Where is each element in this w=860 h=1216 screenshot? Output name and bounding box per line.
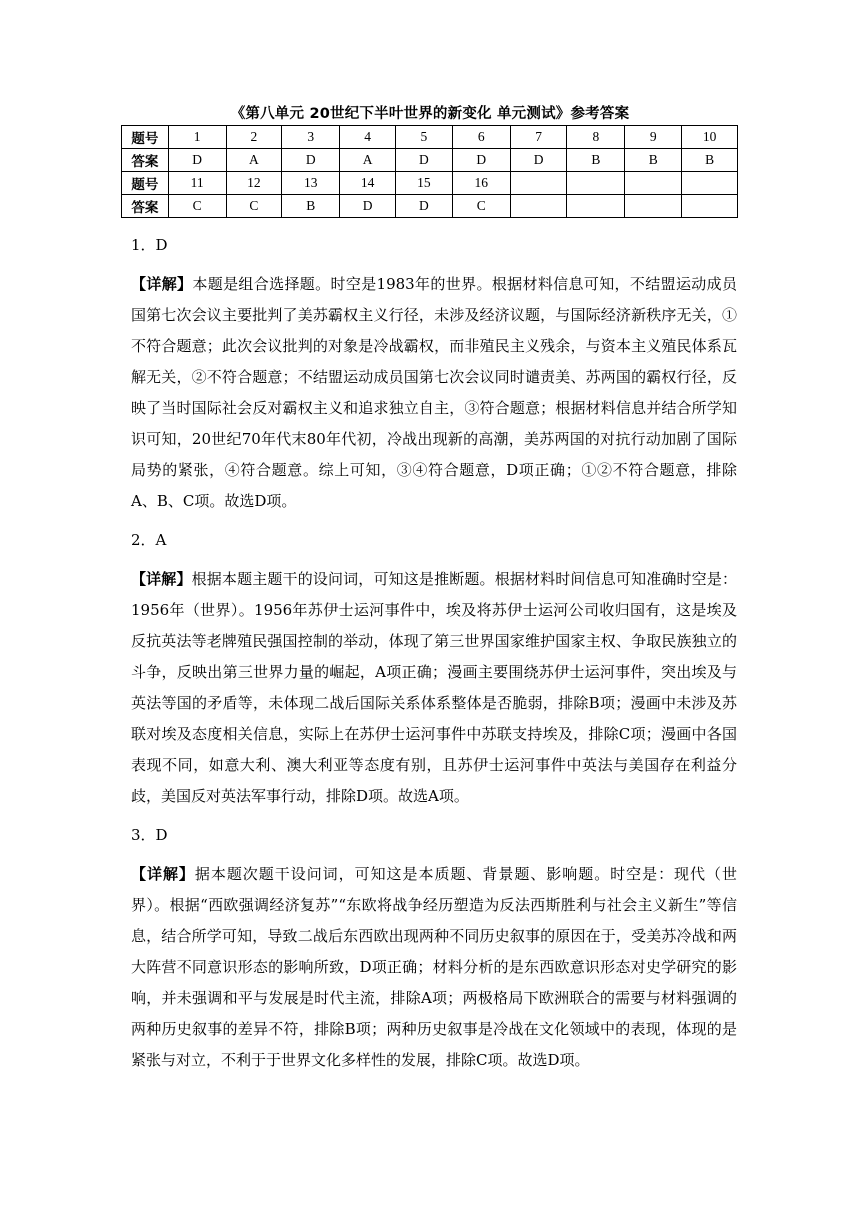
table-cell: D (395, 149, 452, 172)
explanation-item (131, 230, 737, 517)
answer-table-row (122, 172, 738, 195)
row-header: 题号 (122, 126, 169, 149)
question-number: 1．D (131, 236, 168, 254)
table-cell: D (510, 149, 567, 172)
detail-tag: 【详解】 (131, 570, 192, 588)
answer-table (121, 125, 738, 218)
page-title: 《第八单元 20世纪下半叶世界的新变化 单元测试》参考答案 (230, 106, 630, 122)
table-cell: 13 (282, 172, 340, 195)
table-cell: A (226, 149, 282, 172)
table-cell: D (452, 149, 510, 172)
table-cell: 3 (282, 126, 340, 149)
table-cell: 8 (567, 126, 625, 149)
detail-tag: 【详解】 (131, 275, 193, 293)
table-cell: 14 (340, 172, 396, 195)
table-cell (682, 195, 738, 218)
table-cell: B (567, 149, 625, 172)
row-header: 题号 (122, 172, 169, 195)
row-header: 答案 (122, 195, 169, 218)
table-cell: A (340, 149, 396, 172)
table-cell: D (340, 195, 396, 218)
table-cell: 1 (168, 126, 226, 149)
table-cell: B (625, 149, 682, 172)
table-cell: 5 (395, 126, 452, 149)
row-header: 答案 (122, 149, 169, 172)
table-cell: 12 (226, 172, 282, 195)
table-cell: 16 (452, 172, 510, 195)
table-cell: 6 (452, 126, 510, 149)
explanation-body: 据本题次题干设问词，可知这是本质题、背景题、影响题。时空是：现代（世界）。根据“西欧强调经济复苏”“东欧将战争经历塑造为反法西斯胜利与社会主义新生”等信息，结合所学可知，导致二战后东西欧出现两种不同历史叙事的原因在于，受美苏冷战和两大阵营不同意识形态的影响所致，D项正确；材料分析的是东西欧意识形态对史学研究的影响，并未强调和平与发展是时代主流，排除A项；两极格局下欧洲联合的需要与材料强调的两种历史叙事的差异不符，排除B项；两种历史叙事是冷战在文化领域中的表现，体现的是紧张与对立，不利于于世界文化多样性的发展，排除C项。故选D项。 (131, 865, 737, 1069)
table-cell: 4 (340, 126, 396, 149)
table-cell: C (168, 195, 226, 218)
explanation-body: 本题是组合选择题。时空是1983年的世界。根据材料信息可知，不结盟运动成员国第七次会议主要批判了美苏霸权主义行径，未涉及经济议题，与国际经济新秩序无关，①不符合题意；此次会议批判的对象是冷战霸权，而非殖民主义残余，与资本主义殖民体系瓦解无关，②不符合题意；不结盟运动成员国第七次会议同时谴责美、苏两国的霸权行径，反映了当时国际社会反对霸权主义和追求独立自主，③符合题意；根据材料信息并结合所学知识可知，20世纪70年代末80年代初，冷战出现新的高潮，美苏两国的对抗行动加剧了国际局势的紧张，④符合题意。综上可知，③④符合题意，D项正确；①②不符合题意，排除A、B、C项。故选D项。 (131, 275, 737, 510)
table-cell: B (282, 195, 340, 218)
table-cell: D (395, 195, 452, 218)
explanation-text (131, 269, 737, 517)
table-cell: 7 (510, 126, 567, 149)
answer-table-row (122, 126, 738, 149)
explanation-text (131, 564, 737, 812)
table-cell (510, 195, 567, 218)
table-cell (682, 172, 738, 195)
explanation-body: 根据本题主题干的设问词，可知这是推断题。根据材料时间信息可知准确时空是：1956年（世界）。1956年苏伊士运河事件中，埃及将苏伊士运河公司收归国有，这是埃及反抗英法等老牌殖民强国控制的举动，体现了第三世界国家维护国家主权、争取民族独立的斗争，反映出第三世界力量的崛起，A项正确；漫画主要围绕苏伊士运河事件，突出埃及与英法等国的矛盾等，未体现二战后国际关系体系整体是否脆弱，排除B项；漫画中未涉及苏联对埃及态度相关信息，实际上在苏伊士运河事件中苏联支持埃及，排除C项；漫画中各国表现不同，如意大利、澳大利亚等态度有别，且苏伊士运河事件中英法与美国存在利益分歧，美国反对英法军事行动，排除D项。故选A项。 (131, 570, 737, 805)
table-cell: 9 (625, 126, 682, 149)
question-number: 2．A (131, 531, 167, 549)
table-cell (567, 172, 625, 195)
table-cell: 10 (682, 126, 738, 149)
table-cell: 15 (395, 172, 452, 195)
table-cell: 2 (226, 126, 282, 149)
question-number: 3．D (131, 826, 168, 844)
table-cell (625, 195, 682, 218)
table-cell: D (282, 149, 340, 172)
table-cell: 11 (168, 172, 226, 195)
table-cell (510, 172, 567, 195)
detail-tag: 【详解】 (131, 865, 195, 883)
table-cell (567, 195, 625, 218)
explanation-text (131, 859, 737, 1076)
explanations (131, 230, 737, 1084)
explanation-item (131, 820, 737, 1076)
answer-table-row (122, 149, 738, 172)
answer-table-row (122, 195, 738, 218)
table-cell (625, 172, 682, 195)
table-cell: D (168, 149, 226, 172)
table-cell: C (452, 195, 510, 218)
table-cell: C (226, 195, 282, 218)
table-cell: B (682, 149, 738, 172)
explanation-item (131, 525, 737, 812)
